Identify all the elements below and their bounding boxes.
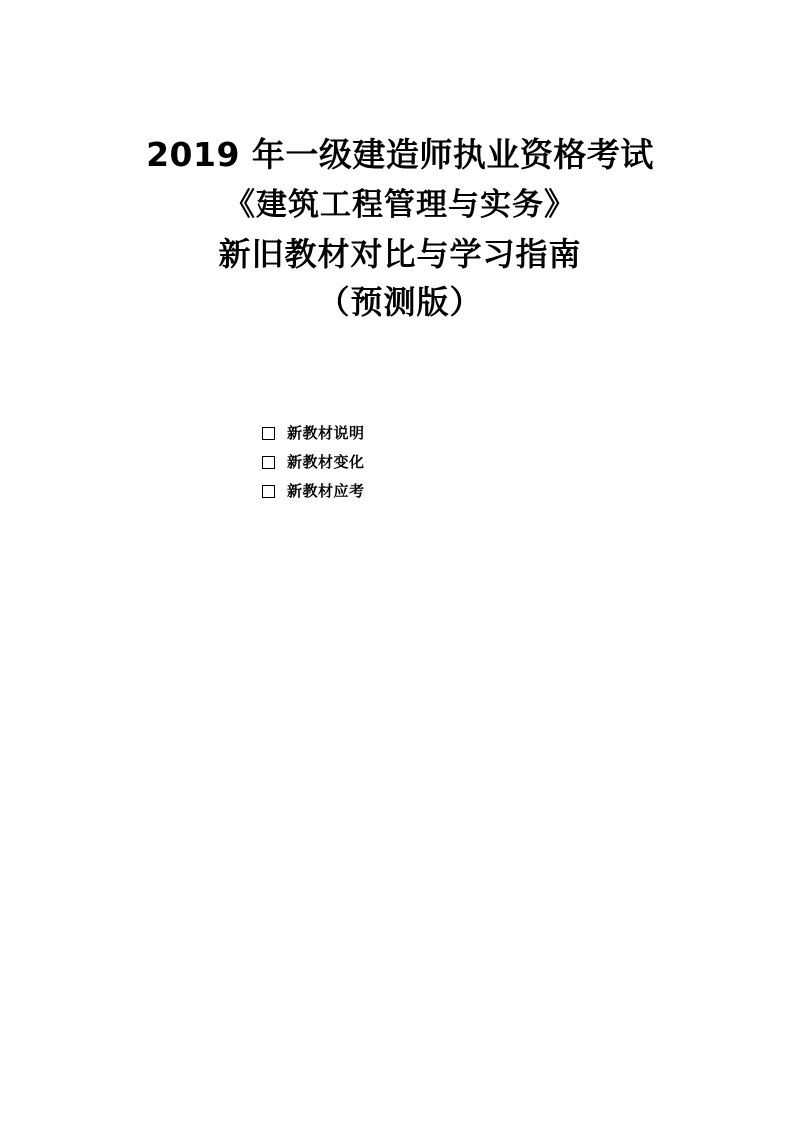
page-title xyxy=(0,132,800,325)
checklist xyxy=(262,422,562,509)
empty-checkbox-icon xyxy=(262,485,275,498)
checklist-item-2-label: 新教材变化 xyxy=(287,453,365,471)
empty-checkbox-icon xyxy=(262,427,275,440)
title-line-subject: 《建筑工程管理与实务》 xyxy=(224,186,576,223)
title-line-guide: 新旧教材对比与学习指南 xyxy=(218,235,582,274)
checklist-item-3 xyxy=(262,480,562,503)
checklist-item-1 xyxy=(262,422,562,445)
title-line-edition: （预测版） xyxy=(317,283,483,322)
empty-checkbox-icon xyxy=(262,456,275,469)
checklist-item-2 xyxy=(262,451,562,474)
checklist-item-3-label: 新教材应考 xyxy=(287,482,365,500)
checklist-item-1-label: 新教材说明 xyxy=(287,424,365,442)
title-line-exam-name: 2019 年一级建造师执业资格考试 xyxy=(146,135,654,174)
